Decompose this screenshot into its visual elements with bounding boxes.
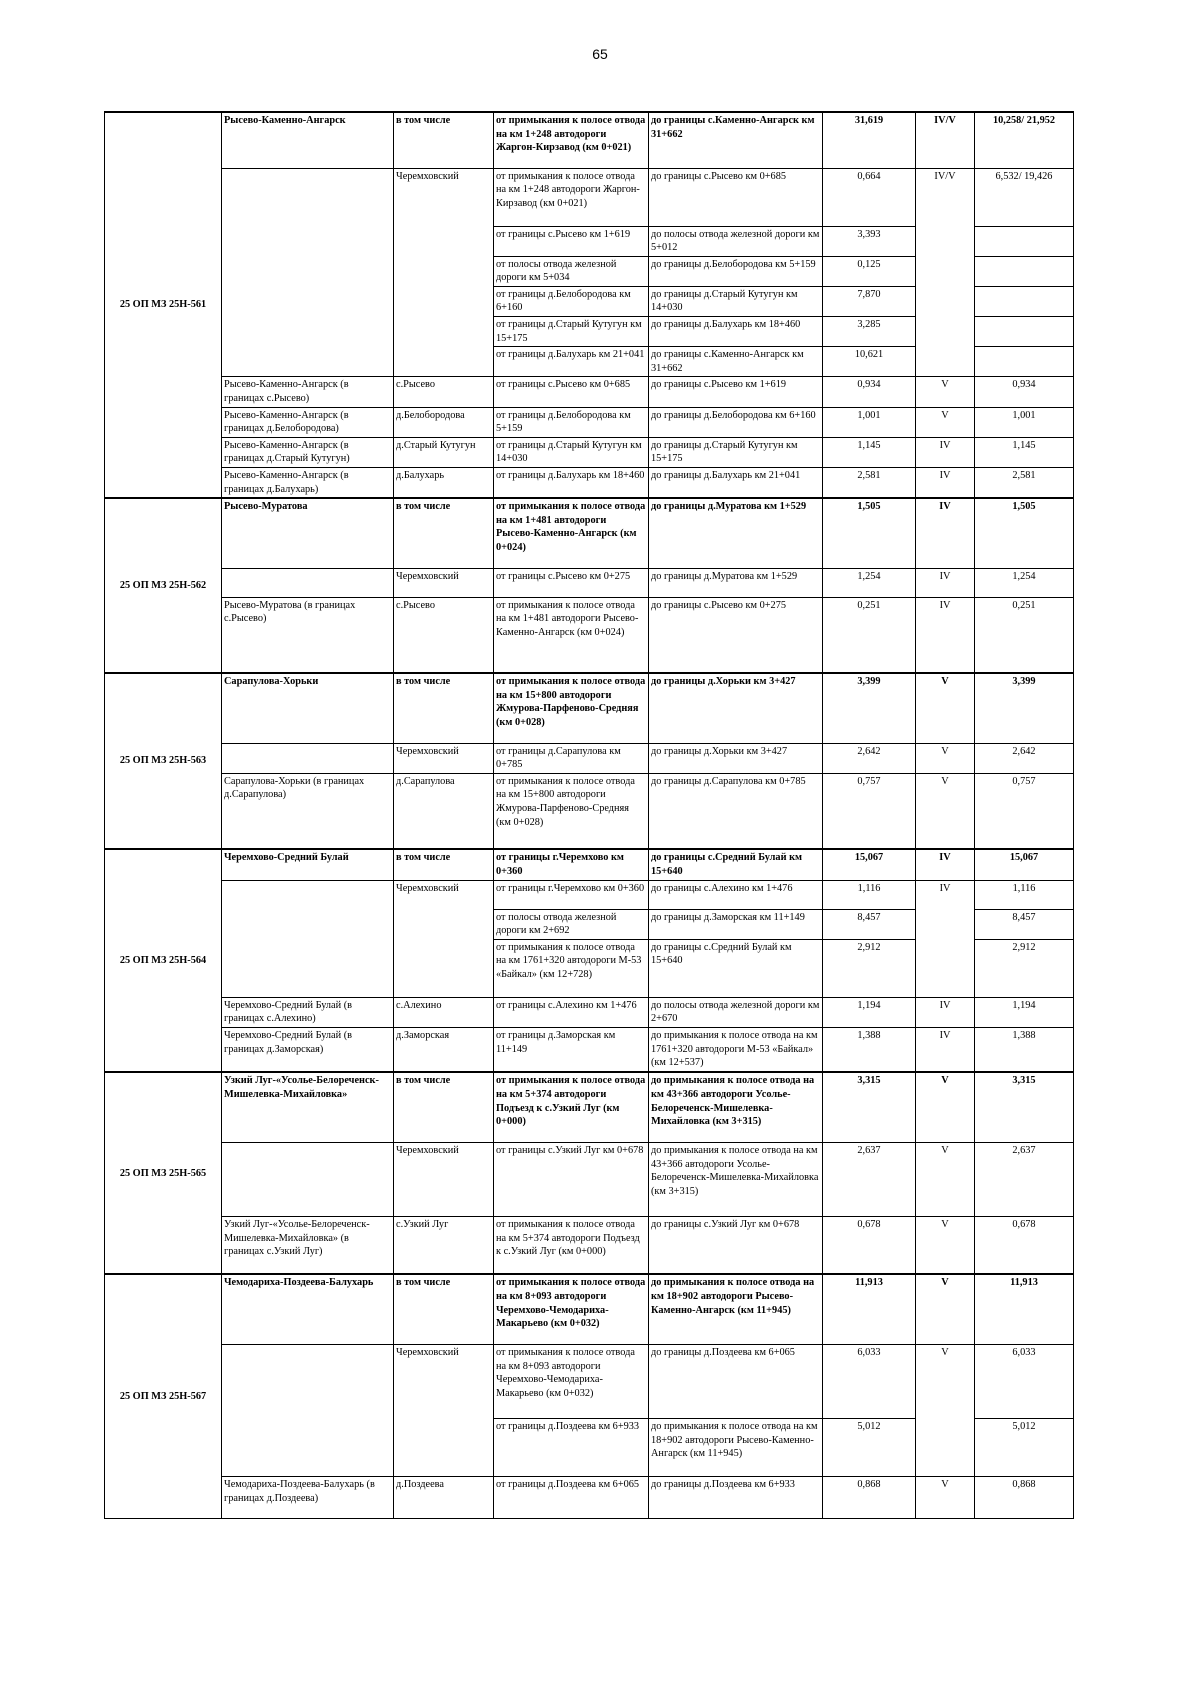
table-row (105, 597, 1074, 673)
total-cell: 0,757 (975, 773, 1074, 849)
road-name-cell: Рысево-Каменно-Ангарск (в границах с.Рысево) (222, 377, 394, 407)
category-cell: IV (916, 437, 975, 467)
from-cell: от примыкания к полосе отвода на км 1+248 автодороги Жаргон-Кирзавод (км 0+021) (494, 168, 649, 226)
from-cell: от примыкания к полосе отвода на км 8+093 автодороги Черемхово-Чемодариха-Макарьево (км 0+032) (494, 1274, 649, 1344)
table-row (105, 1476, 1074, 1518)
from-cell: от границы д.Старый Кутугун км 15+175 (494, 317, 649, 347)
to-cell: до примыкания к полосе отвода на км 43+366 автодороги Усолье-Белореченск-Мишелевка-Михайловка (км 3+315) (649, 1142, 823, 1216)
to-cell: до границы д.Хорьки км 3+427 (649, 743, 823, 773)
to-cell: до примыкания к полосе отвода на км 18+902 автодороги Рысево-Каменно-Ангарск (км 11+945) (649, 1418, 823, 1476)
table-row (105, 1027, 1074, 1072)
from-cell: от границы д.Балухарь км 21+041 (494, 347, 649, 377)
to-cell: до границы д.Заморская км 11+149 (649, 909, 823, 939)
from-cell: от примыкания к полосе отвода на км 8+093 автодороги Черемхово-Чемодариха-Макарьево (км 0+032) (494, 1344, 649, 1418)
table-row (105, 1072, 1074, 1142)
to-cell: до границы д.Сарапулова км 0+785 (649, 773, 823, 849)
district-cell: Черемховский (394, 880, 494, 997)
category-cell: IV (916, 597, 975, 673)
category-cell: IV/V (916, 112, 975, 168)
table-row (105, 1344, 1074, 1418)
to-cell: до границы с.Средний Булай км 15+640 (649, 939, 823, 997)
from-cell: от границы г.Черемхово км 0+360 (494, 880, 649, 909)
category-cell: V (916, 673, 975, 743)
roads-table-body (105, 112, 1074, 1518)
from-cell: от примыкания к полосе отвода на км 1+248 автодороги Жаргон-Кирзавод (км 0+021) (494, 112, 649, 168)
from-cell: от границы с.Алехино км 1+476 (494, 997, 649, 1027)
total-cell: 1,505 (975, 498, 1074, 568)
total-cell: 5,012 (975, 1418, 1074, 1476)
length-cell: 1,254 (823, 568, 916, 597)
total-cell: 0,678 (975, 1216, 1074, 1274)
category-cell: IV (916, 997, 975, 1027)
to-cell: до границы с.Рысево км 0+685 (649, 168, 823, 226)
from-cell: от примыкания к полосе отвода на км 5+374 автодороги Подъезд к с.Узкий Луг (км 0+000) (494, 1216, 649, 1274)
from-cell: от примыкания к полосе отвода на км 5+374 автодороги Подъезд к с.Узкий Луг (км 0+000) (494, 1072, 649, 1142)
road-name-cell (222, 1142, 394, 1216)
category-cell: V (916, 1072, 975, 1142)
from-cell: от примыкания к полосе отвода на км 1+481 автодороги Рысево-Каменно-Ангарск (км 0+024) (494, 597, 649, 673)
length-cell: 1,116 (823, 880, 916, 909)
district-cell: в том числе (394, 673, 494, 743)
road-id-cell: 25 ОП МЗ 25Н-563 (105, 673, 222, 849)
total-cell (975, 286, 1074, 316)
table-row (105, 743, 1074, 773)
category-cell: V (916, 407, 975, 437)
to-cell: до границы д.Белобородова км 5+159 (649, 256, 823, 286)
category-cell: IV (916, 1027, 975, 1072)
length-cell: 0,125 (823, 256, 916, 286)
to-cell: до границы с.Рысево км 1+619 (649, 377, 823, 407)
length-cell: 1,194 (823, 997, 916, 1027)
from-cell: от границы д.Старый Кутугун км 14+030 (494, 437, 649, 467)
to-cell: до границы д.Муратова км 1+529 (649, 568, 823, 597)
table-row (105, 498, 1074, 568)
to-cell: до границы с.Алехино км 1+476 (649, 880, 823, 909)
to-cell: до границы д.Белобородова км 6+160 (649, 407, 823, 437)
length-cell: 3,315 (823, 1072, 916, 1142)
total-cell: 6,033 (975, 1344, 1074, 1418)
total-cell: 1,254 (975, 568, 1074, 597)
length-cell: 2,642 (823, 743, 916, 773)
table-row (105, 407, 1074, 437)
to-cell: до границы д.Муратова км 1+529 (649, 498, 823, 568)
from-cell: от границы д.Поздеева км 6+933 (494, 1418, 649, 1476)
road-name-cell: Рысево-Муратова (222, 498, 394, 568)
road-name-cell: Черемхово-Средний Булай (в границах с.Алехино) (222, 997, 394, 1027)
road-name-cell: Рысево-Каменно-Ангарск (222, 112, 394, 168)
from-cell: от примыкания к полосе отвода на км 15+800 автодороги Жмурова-Парфеново-Средняя (км 0+028) (494, 773, 649, 849)
table-row (105, 997, 1074, 1027)
total-cell: 0,934 (975, 377, 1074, 407)
total-cell: 8,457 (975, 909, 1074, 939)
from-cell: от примыкания к полосе отвода на км 1+481 автодороги Рысево-Каменно-Ангарск (км 0+024) (494, 498, 649, 568)
length-cell: 5,012 (823, 1418, 916, 1476)
length-cell: 1,001 (823, 407, 916, 437)
road-name-cell: Черемхово-Средний Булай (222, 849, 394, 880)
district-cell: с.Узкий Луг (394, 1216, 494, 1274)
table-row (105, 1274, 1074, 1344)
road-name-cell: Узкий Луг-«Усолье-Белореченск-Мишелевка-Михайловка» (в границах с.Узкий Луг) (222, 1216, 394, 1274)
from-cell: от границы д.Белобородова км 5+159 (494, 407, 649, 437)
district-cell: Черемховский (394, 1344, 494, 1476)
category-cell: V (916, 1476, 975, 1518)
road-id-cell: 25 ОП МЗ 25Н-562 (105, 498, 222, 673)
length-cell: 3,285 (823, 317, 916, 347)
length-cell: 3,393 (823, 226, 916, 256)
district-cell: в том числе (394, 849, 494, 880)
district-cell: в том числе (394, 1072, 494, 1142)
to-cell: до полосы отвода железной дороги км 5+012 (649, 226, 823, 256)
to-cell: до границы д.Старый Кутугун км 14+030 (649, 286, 823, 316)
to-cell: до примыкания к полосе отвода на км 1761+320 автодороги М-53 «Байкал» (км 12+537) (649, 1027, 823, 1072)
category-cell: IV (916, 468, 975, 499)
length-cell: 0,251 (823, 597, 916, 673)
to-cell: до границы с.Средний Булай км 15+640 (649, 849, 823, 880)
road-name-cell: Рысево-Муратова (в границах с.Рысево) (222, 597, 394, 673)
road-id-cell: 25 ОП МЗ 25Н-561 (105, 112, 222, 498)
category-cell: V (916, 377, 975, 407)
total-cell (975, 256, 1074, 286)
from-cell: от границы с.Рысево км 1+619 (494, 226, 649, 256)
category-cell: V (916, 1216, 975, 1274)
road-name-cell: Узкий Луг-«Усолье-Белореченск-Мишелевка-Михайловка» (222, 1072, 394, 1142)
from-cell: от границы д.Сарапулова км 0+785 (494, 743, 649, 773)
category-cell: IV (916, 849, 975, 880)
district-cell: Черемховский (394, 168, 494, 377)
from-cell: от примыкания к полосе отвода на км 15+800 автодороги Жмурова-Парфеново-Средняя (км 0+028) (494, 673, 649, 743)
length-cell: 1,505 (823, 498, 916, 568)
total-cell: 1,388 (975, 1027, 1074, 1072)
table-row (105, 568, 1074, 597)
to-cell: до примыкания к полосе отвода на км 18+902 автодороги Рысево-Каменно-Ангарск (км 11+945) (649, 1274, 823, 1344)
table-row (105, 849, 1074, 880)
road-name-cell: Рысево-Каменно-Ангарск (в границах д.Белобородова) (222, 407, 394, 437)
table-row (105, 880, 1074, 909)
road-name-cell: Рысево-Каменно-Ангарск (в границах д.Балухарь) (222, 468, 394, 499)
district-cell: с.Рысево (394, 597, 494, 673)
category-cell: IV (916, 498, 975, 568)
length-cell: 0,934 (823, 377, 916, 407)
district-cell: д.Балухарь (394, 468, 494, 499)
road-id-cell: 25 ОП МЗ 25Н-565 (105, 1072, 222, 1274)
road-name-cell: Чемодариха-Поздеева-Балухарь (222, 1274, 394, 1344)
total-cell: 3,399 (975, 673, 1074, 743)
to-cell: до границы д.Хорьки км 3+427 (649, 673, 823, 743)
length-cell: 0,868 (823, 1476, 916, 1518)
length-cell: 1,388 (823, 1027, 916, 1072)
to-cell: до границы д.Поздеева км 6+065 (649, 1344, 823, 1418)
total-cell (975, 317, 1074, 347)
to-cell: до границы д.Балухарь км 18+460 (649, 317, 823, 347)
total-cell: 11,913 (975, 1274, 1074, 1344)
district-cell: с.Рысево (394, 377, 494, 407)
total-cell: 3,315 (975, 1072, 1074, 1142)
table-row (105, 112, 1074, 168)
table-row (105, 437, 1074, 467)
road-name-cell (222, 743, 394, 773)
district-cell: д.Старый Кутугун (394, 437, 494, 467)
length-cell: 15,067 (823, 849, 916, 880)
from-cell: от границы д.Балухарь км 18+460 (494, 468, 649, 499)
road-name-cell: Сарапулова-Хорьки (в границах д.Сарапулова) (222, 773, 394, 849)
from-cell: от границы д.Белобородова км 6+160 (494, 286, 649, 316)
length-cell: 2,637 (823, 1142, 916, 1216)
category-cell: IV/V (916, 168, 975, 377)
to-cell: до границы д.Балухарь км 21+041 (649, 468, 823, 499)
total-cell: 1,194 (975, 997, 1074, 1027)
length-cell: 2,912 (823, 939, 916, 997)
category-cell: IV (916, 568, 975, 597)
category-cell: V (916, 1344, 975, 1476)
table-row (105, 468, 1074, 499)
from-cell: от границы с.Рысево км 0+275 (494, 568, 649, 597)
district-cell: д.Поздеева (394, 1476, 494, 1518)
length-cell: 3,399 (823, 673, 916, 743)
road-name-cell (222, 168, 394, 377)
from-cell: от полосы отвода железной дороги км 2+692 (494, 909, 649, 939)
road-name-cell (222, 568, 394, 597)
total-cell: 2,912 (975, 939, 1074, 997)
district-cell: д.Сарапулова (394, 773, 494, 849)
to-cell: до границы с.Узкий Луг км 0+678 (649, 1216, 823, 1274)
road-name-cell: Сарапулова-Хорьки (222, 673, 394, 743)
road-name-cell: Чемодариха-Поздеева-Балухарь (в границах д.Поздеева) (222, 1476, 394, 1518)
total-cell: 2,642 (975, 743, 1074, 773)
total-cell: 2,637 (975, 1142, 1074, 1216)
total-cell: 6,532/ 19,426 (975, 168, 1074, 226)
road-id-cell: 25 ОП МЗ 25Н-564 (105, 849, 222, 1072)
category-cell: V (916, 1142, 975, 1216)
district-cell: Черемховский (394, 743, 494, 773)
length-cell: 0,757 (823, 773, 916, 849)
length-cell: 1,145 (823, 437, 916, 467)
total-cell: 2,581 (975, 468, 1074, 499)
table-row (105, 168, 1074, 226)
to-cell: до границы с.Рысево км 0+275 (649, 597, 823, 673)
road-name-cell: Рысево-Каменно-Ангарск (в границах д.Старый Кутугун) (222, 437, 394, 467)
to-cell: до границы с.Каменно-Ангарск км 31+662 (649, 347, 823, 377)
table-row (105, 1142, 1074, 1216)
table-row (105, 1216, 1074, 1274)
district-cell: в том числе (394, 498, 494, 568)
total-cell: 1,116 (975, 880, 1074, 909)
category-cell: IV (916, 880, 975, 997)
length-cell: 7,870 (823, 286, 916, 316)
roads-table (104, 111, 1074, 1519)
from-cell: от границы с.Узкий Луг км 0+678 (494, 1142, 649, 1216)
total-cell: 1,145 (975, 437, 1074, 467)
total-cell: 10,258/ 21,952 (975, 112, 1074, 168)
district-cell: Черемховский (394, 1142, 494, 1216)
district-cell: в том числе (394, 1274, 494, 1344)
road-name-cell (222, 1344, 394, 1476)
category-cell: V (916, 773, 975, 849)
table-row (105, 377, 1074, 407)
table-row (105, 673, 1074, 743)
page-number: 65 (592, 46, 608, 62)
district-cell: Черемховский (394, 568, 494, 597)
from-cell: от границы д.Поздеева км 6+065 (494, 1476, 649, 1518)
length-cell: 6,033 (823, 1344, 916, 1418)
length-cell: 31,619 (823, 112, 916, 168)
road-name-cell (222, 880, 394, 997)
length-cell: 11,913 (823, 1274, 916, 1344)
total-cell: 0,868 (975, 1476, 1074, 1518)
district-cell: д.Белобородова (394, 407, 494, 437)
from-cell: от полосы отвода железной дороги км 5+034 (494, 256, 649, 286)
to-cell: до границы с.Каменно-Ангарск км 31+662 (649, 112, 823, 168)
road-id-cell: 25 ОП МЗ 25Н-567 (105, 1274, 222, 1518)
total-cell: 15,067 (975, 849, 1074, 880)
to-cell: до примыкания к полосе отвода на км 43+366 автодороги Усолье-Белореченск-Мишелевка-Михайловка (км 3+315) (649, 1072, 823, 1142)
total-cell (975, 226, 1074, 256)
length-cell: 2,581 (823, 468, 916, 499)
district-cell: д.Заморская (394, 1027, 494, 1072)
to-cell: до полосы отвода железной дороги км 2+670 (649, 997, 823, 1027)
road-name-cell: Черемхово-Средний Булай (в границах д.Заморская) (222, 1027, 394, 1072)
length-cell: 0,664 (823, 168, 916, 226)
to-cell: до границы д.Старый Кутугун км 15+175 (649, 437, 823, 467)
category-cell: V (916, 743, 975, 773)
from-cell: от границы г.Черемхово км 0+360 (494, 849, 649, 880)
from-cell: от границы с.Рысево км 0+685 (494, 377, 649, 407)
to-cell: до границы д.Поздеева км 6+933 (649, 1476, 823, 1518)
from-cell: от границы д.Заморская км 11+149 (494, 1027, 649, 1072)
from-cell: от примыкания к полосе отвода на км 1761+320 автодороги М-53 «Байкал» (км 12+728) (494, 939, 649, 997)
length-cell: 8,457 (823, 909, 916, 939)
total-cell: 1,001 (975, 407, 1074, 437)
district-cell: в том числе (394, 112, 494, 168)
table-row (105, 773, 1074, 849)
length-cell: 0,678 (823, 1216, 916, 1274)
total-cell (975, 347, 1074, 377)
total-cell: 0,251 (975, 597, 1074, 673)
district-cell: с.Алехино (394, 997, 494, 1027)
length-cell: 10,621 (823, 347, 916, 377)
category-cell: V (916, 1274, 975, 1344)
